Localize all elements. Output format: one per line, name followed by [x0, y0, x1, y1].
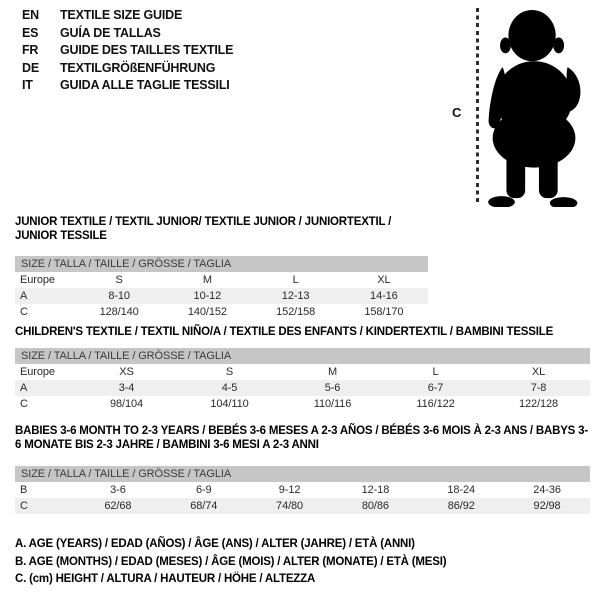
size-cell: 104/110 — [210, 398, 249, 410]
size-cell: M — [327, 366, 338, 378]
table-row — [15, 482, 590, 498]
size-cell: 18-24 — [447, 484, 476, 496]
size-cell: 158/170 — [364, 306, 404, 318]
babies-table-title: BABIES 3-6 MONTH TO 2-3 YEARS / BEBÉS 3-6 MESES A 2-3 AÑOS / BÉBÉS 3-6 MOIS À 2-3 ANS / BABYS 3-6 MONATE BIS 2-3 JAHRE / BAMBINI 3-6 MESI A 2-3 ANNI — [15, 425, 588, 451]
lang-row-de — [22, 60, 233, 78]
size-cell: 6-9 — [195, 484, 212, 496]
size-cell: 116/122 — [416, 398, 455, 410]
lang-title: TEXTILE SIZE GUIDE — [60, 8, 183, 22]
size-cell: L — [432, 366, 439, 378]
size-header-label: SIZE / TALLA / TAILLE / GRÖSSE / TAGLIA — [15, 348, 590, 364]
language-title-block — [22, 7, 233, 95]
size-cell: 152/158 — [276, 306, 316, 318]
size-cell: 140/152 — [187, 306, 227, 318]
lang-title: TEXTILGRÖßENFÜHRUNG — [60, 60, 216, 75]
size-cell: 12-13 — [252, 288, 340, 304]
size-cell: 14-16 — [340, 288, 428, 304]
size-cell: 5-6 — [281, 380, 384, 396]
row-label: C — [20, 398, 28, 410]
lang-row-es — [22, 25, 233, 43]
size-cell: 74/80 — [247, 498, 333, 514]
size-cell: 6-7 — [384, 380, 487, 396]
size-cell: 68/74 — [161, 498, 247, 514]
table-row — [15, 396, 590, 412]
size-cell: 110/116 — [313, 398, 352, 410]
size-cell: 4-5 — [178, 380, 281, 396]
size-cell: 98/104 — [109, 398, 144, 410]
size-cell: 24-36 — [533, 484, 561, 496]
lang-row-en — [22, 7, 233, 25]
row-label: A — [15, 380, 75, 396]
size-cell: 62/68 — [75, 498, 161, 514]
lang-code: FR — [22, 43, 39, 58]
row-label: Europe — [20, 366, 55, 378]
table-row — [15, 364, 590, 380]
row-label: A — [15, 288, 75, 304]
children-size-table — [15, 325, 590, 412]
size-header-bar — [15, 466, 590, 482]
table-row — [15, 272, 428, 288]
height-dashed-line — [476, 8, 479, 205]
size-cell: 80/86 — [332, 498, 418, 514]
size-cell: 3-4 — [75, 380, 178, 396]
size-cell: 92/98 — [504, 498, 590, 514]
footnote-a: A. AGE (YEARS) / EDAD (AÑOS) / ÂGE (ANS) / ALTER (JAHRE) / ETÀ (ANNI) — [15, 538, 415, 550]
junior-table-title: JUNIOR TEXTILE / TEXTIL JUNIOR/ TEXTILE JUNIOR / JUNIORTEXTIL / JUNIOR TESSILE — [15, 216, 392, 242]
size-header-label: SIZE / TALLA / TAILLE / GRÖSSE / TAGLIA — [15, 466, 590, 482]
size-cell: L — [292, 274, 299, 286]
size-cell: 128/140 — [99, 306, 139, 318]
footnote-c: C. (cm) HEIGHT / ALTURA / HAUTEUR / HÖHE / ALTEZZA — [15, 573, 316, 585]
size-header-bar — [15, 348, 590, 364]
lang-row-it — [22, 77, 233, 95]
lang-code: EN — [22, 8, 39, 22]
size-header-label: SIZE / TALLA / TAILLE / GRÖSSE / TAGLIA — [15, 256, 428, 272]
lang-code: DE — [22, 60, 39, 75]
table-row — [15, 288, 428, 304]
footnotes — [15, 536, 446, 589]
size-cell: 10-12 — [163, 288, 251, 304]
size-cell: XS — [119, 366, 134, 378]
size-cell: 7-8 — [487, 380, 590, 396]
size-cell: XL — [377, 274, 391, 286]
table-row — [15, 304, 428, 320]
size-cell: XL — [531, 366, 546, 378]
footnote-b: B. AGE (MONTHS) / EDAD (MESES) / ÂGE (MOIS) / ALTER (MONATE) / ETÀ (MESI) — [15, 555, 447, 568]
children-table — [15, 348, 590, 412]
size-cell: 86/92 — [418, 498, 504, 514]
size-cell: M — [202, 274, 212, 286]
size-cell: 12-18 — [361, 484, 390, 496]
lang-code: ES — [22, 25, 39, 40]
babies-table — [15, 466, 590, 514]
row-label: Europe — [20, 274, 55, 286]
lang-title: GUIDE DES TAILLES TEXTILE — [60, 43, 234, 58]
lang-code: IT — [22, 78, 33, 93]
lang-title: GUIDA ALLE TAGLIE TESSILI — [60, 78, 230, 93]
size-header-bar — [15, 256, 428, 272]
junior-table — [15, 256, 428, 320]
size-cell: S — [225, 366, 234, 378]
size-cell: 122/128 — [518, 398, 559, 410]
babies-size-table — [15, 424, 590, 514]
table-row — [15, 498, 590, 514]
size-cell: 9-12 — [278, 484, 301, 496]
lang-row-fr — [22, 42, 233, 60]
row-label: C — [15, 498, 75, 514]
row-label: C — [20, 306, 28, 318]
table-row — [15, 380, 590, 396]
junior-size-table — [15, 215, 428, 320]
size-cell: S — [115, 274, 123, 286]
lang-title: GUÍA DE TALLAS — [60, 25, 161, 40]
children-table-title: CHILDREN'S TEXTILE / TEXTIL NIÑO/A / TEXTILE DES ENFANTS / KINDERTEXTIL / BAMBINI TESSILE — [15, 326, 554, 338]
size-cell: 3-6 — [110, 484, 126, 496]
row-label: B — [20, 484, 28, 496]
size-cell: 8-10 — [75, 288, 163, 304]
baby-silhouette-icon — [486, 8, 586, 207]
figure-height-label: C — [452, 105, 462, 120]
